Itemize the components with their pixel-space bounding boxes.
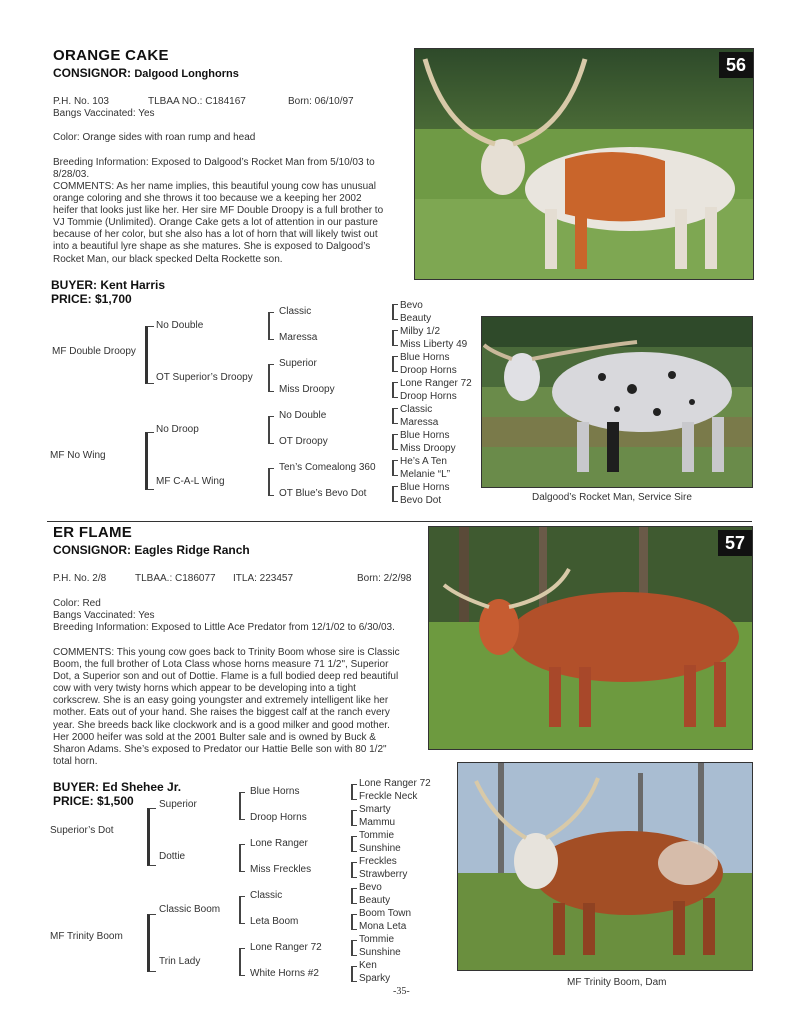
lot57-consignor	[53, 543, 250, 557]
pedigree-gen4: Tommie	[359, 934, 395, 945]
lot56-bangs: Bangs Vaccinated: Yes	[53, 108, 155, 119]
red-cow-illustration	[429, 527, 752, 749]
pedigree-gen4: Sparky	[359, 973, 391, 984]
lot57-title: ER FLAME	[53, 524, 133, 541]
lot57-number-badge: 57	[718, 530, 752, 556]
pedigree-gen4: Sunshine	[359, 947, 401, 958]
pedigree-gen4: Milby 1/2	[400, 326, 441, 337]
pedigree-gen4: Boom Town	[359, 908, 412, 919]
lot56-tlbaa: TLBAA NO.: C184167	[148, 96, 246, 107]
pedigree-gen4: He’s A Ten	[400, 456, 447, 467]
consignor-name: Eagles Ridge Ranch	[134, 543, 250, 557]
pedigree-gen3: Classic	[279, 306, 312, 317]
pedigree-gen3: Droop Horns	[250, 812, 307, 823]
pedigree-gen3: Blue Horns	[250, 786, 300, 797]
pedigree-dam: MF No Wing	[50, 450, 106, 461]
pedigree-gen4: Blue Horns	[400, 430, 450, 441]
pedigree-gen4: Miss Droopy	[400, 443, 456, 454]
pedigree-gen4: Freckles	[359, 856, 397, 867]
lot57-cow-photo	[428, 526, 753, 750]
pedigree-gen3: Miss Freckles	[250, 864, 312, 875]
pedigree-gen2: Dottie	[159, 851, 186, 862]
lot57-breeding: Breeding Information: Exposed to Little Ace Predator from 12/1/02 to 6/30/03.	[53, 622, 395, 633]
pedigree-gen3: Superior	[279, 358, 317, 369]
pedigree-gen4: Beauty	[359, 895, 391, 906]
pedigree-gen4: Beauty	[400, 313, 432, 324]
pedigree-gen2: OT Superior’s Droopy	[156, 372, 253, 383]
pedigree-gen2: Classic Boom	[159, 904, 221, 915]
pedigree-gen4: Blue Horns	[400, 352, 450, 363]
consignor-name: Dalgood Longhorns	[134, 68, 239, 80]
pedigree-gen4: Droop Horns	[400, 391, 457, 402]
orange-cow-illustration	[415, 49, 753, 279]
pedigree-gen4: Ken	[359, 960, 377, 971]
lot56-color: Color: Orange sides with roan rump and head	[53, 132, 256, 143]
lot-divider	[47, 521, 752, 522]
consignor-label: CONSIGNOR:	[53, 543, 131, 557]
lot56-price: PRICE: $1,700	[51, 292, 132, 306]
pedigree-gen3: Classic	[250, 890, 283, 901]
lot57-ph-no: P.H. No. 2/8	[53, 573, 107, 584]
pedigree-gen3: No Double	[279, 410, 327, 421]
pedigree-gen3: Lone Ranger 72	[250, 942, 322, 953]
lot57-itla: ITLA: 223457	[233, 573, 294, 584]
pedigree-gen2: MF C-A-L Wing	[156, 476, 225, 487]
pedigree-gen4: Melanie “L”	[400, 469, 451, 480]
lot56-breeding: Breeding Information: Exposed to Dalgood’s Rocket Man from 5/10/03 to 8/28/03.	[53, 157, 375, 181]
consignor-label: CONSIGNOR:	[53, 66, 131, 80]
pedigree-gen3: Leta Boom	[250, 916, 299, 927]
page-number: -35-	[393, 986, 410, 997]
pedigree-gen2: Trin Lady	[159, 956, 201, 967]
lot57-tlbaa: TLBAA.: C186077	[135, 573, 216, 584]
pedigree-gen3: Miss Droopy	[279, 384, 335, 395]
pedigree-gen2: No Droop	[156, 424, 199, 435]
lot56-buyer: BUYER: Kent Harris	[51, 278, 166, 292]
lot56-number-badge: 56	[719, 52, 753, 78]
pedigree-sire: Superior’s Dot	[50, 825, 114, 836]
pedigree-gen4: Classic	[400, 404, 433, 415]
dam-caption: MF Trinity Boom, Dam	[567, 977, 667, 988]
pedigree-gen3: Maressa	[279, 332, 318, 343]
service-sire-photo	[481, 316, 753, 488]
pedigree-gen2: No Double	[156, 320, 204, 331]
lot57-born: Born: 2/2/98	[357, 573, 412, 584]
pedigree-gen3: Lone Ranger	[250, 838, 308, 849]
pedigree-gen4: Lone Ranger 72	[400, 378, 472, 389]
pedigree-gen4: Lone Ranger 72	[359, 778, 431, 789]
pedigree-gen4: Sunshine	[359, 843, 401, 854]
pedigree-dam: MF Trinity Boom	[50, 931, 123, 942]
pedigree-gen2: Superior	[159, 799, 197, 810]
lot56-comments: COMMENTS: As her name implies, this beautiful young cow has unusual orange coloring and she throws it too because we a keeping her 2002 heifer that looks just like her. Her sire MF Double Droopy is a full brother to VJ Tommie (Unlimited). Orange Cake gets a lot of attention in our pasture because of her color, but she also has a lot of horn that will likely twist out into a beautiful lyre shape as she matures. She is exposed to Dalgood’s Rocket Man, our black specked Delta Rockette son.	[53, 181, 384, 265]
lot56-title: ORANGE CAKE	[53, 47, 169, 64]
pedigree-gen4: Strawberry	[359, 869, 408, 880]
pedigree-gen4: Mammu	[359, 817, 396, 828]
pedigree-gen3: Ten’s Comealong 360	[279, 462, 376, 473]
pedigree-gen4: Droop Horns	[400, 365, 457, 376]
lot57-comments: COMMENTS: This young cow goes back to Trinity Boom whose sire is Classic Boom, the full brother of Lota Class whose horns measure 71 1/2", Superior Dot, a Superior son and out of Dottie. Flame is a full bodied deep red beautiful cow with very twisty horns which appear to be developing into a tight corkscrew. She is an easy going youngster and extremely intelligent like her mother. Eats out of your hand. She raises the biggest calf at the ranch every year. She breeds back like clockwork and is a good milker and good mother. Her 2000 heifer was sold at the 2001 Bulter sale and is owned by Buck & Sharon Adams. She’s exposed to Predator our Hattie Belle son with 80 1/2" total horn.	[53, 647, 400, 767]
lot57-color: Color: Red	[53, 598, 101, 609]
lot57-price: PRICE: $1,500	[53, 794, 134, 808]
pedigree-gen4: Bevo	[359, 882, 382, 893]
speckled-bull-illustration	[482, 317, 752, 487]
pedigree-gen3: White Horns #2	[250, 968, 319, 979]
pedigree-gen4: Bevo	[400, 300, 423, 311]
lot56-cow-photo	[414, 48, 754, 280]
pedigree-gen4: Maressa	[400, 417, 439, 428]
pedigree-sire: MF Double Droopy	[52, 346, 136, 357]
lot56-consignor	[53, 66, 239, 80]
pedigree-gen4: Mona Leta	[359, 921, 407, 932]
lot56-born: Born: 06/10/97	[288, 96, 354, 107]
dam-cow-illustration	[458, 763, 752, 970]
pedigree-gen4: Tommie	[359, 830, 395, 841]
lot56-ph-no: P.H. No. 103	[53, 96, 109, 107]
pedigree-gen3: OT Droopy	[279, 436, 328, 447]
service-sire-caption: Dalgood’s Rocket Man, Service Sire	[532, 492, 692, 503]
lot57-bangs: Bangs Vaccinated: Yes	[53, 610, 155, 621]
dam-photo	[457, 762, 753, 971]
lot57-buyer: BUYER: Ed Shehee Jr.	[53, 780, 182, 794]
pedigree-gen4: Smarty	[359, 804, 391, 815]
pedigree-gen3: OT Blue’s Bevo Dot	[279, 488, 367, 499]
pedigree-gen4: Blue Horns	[400, 482, 450, 493]
pedigree-gen4: Bevo Dot	[400, 495, 442, 506]
pedigree-gen4: Miss Liberty 49	[400, 339, 468, 350]
pedigree-gen4: Freckle Neck	[359, 791, 418, 802]
